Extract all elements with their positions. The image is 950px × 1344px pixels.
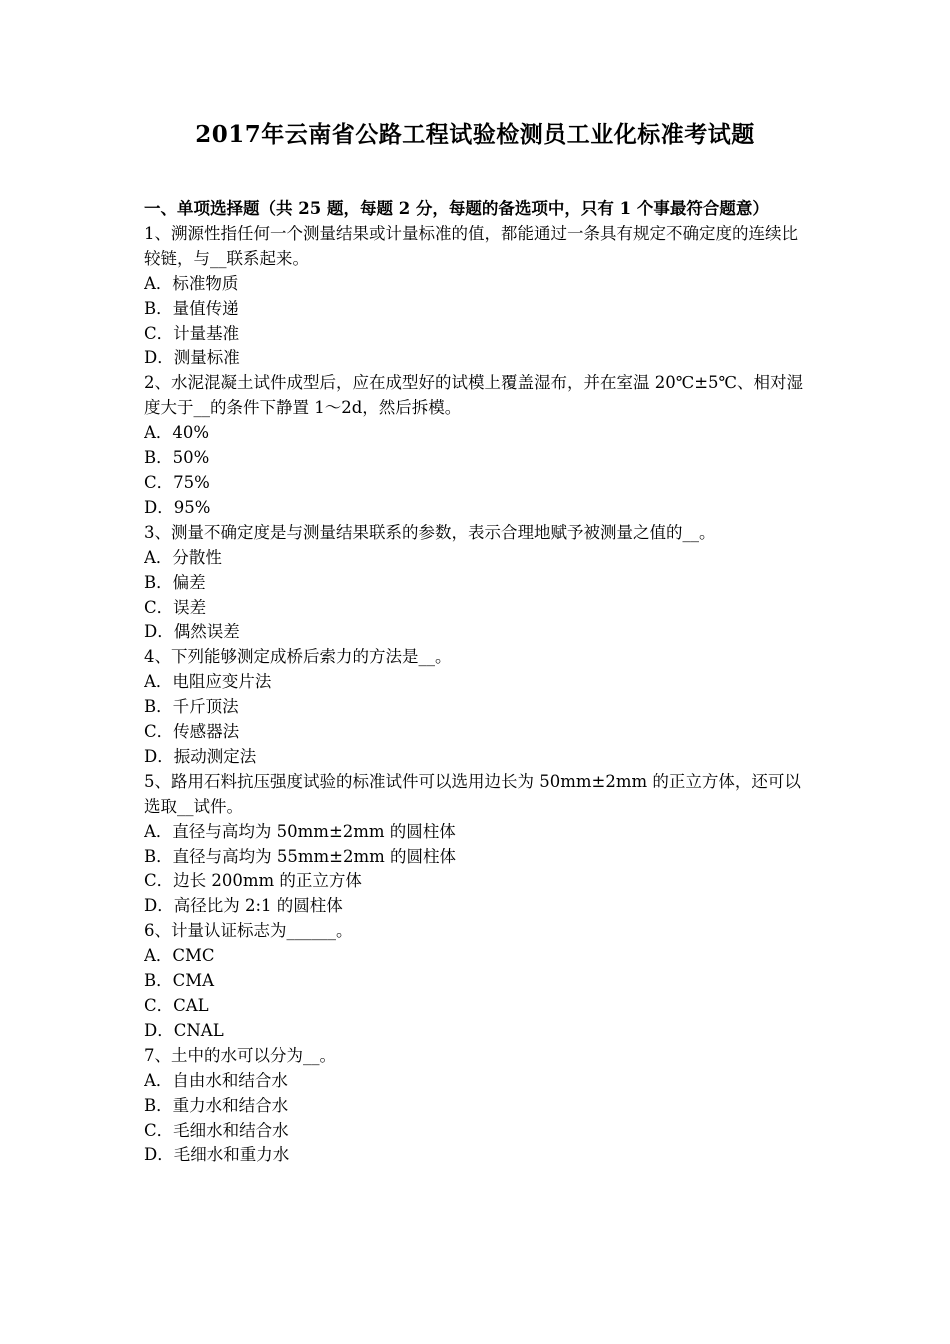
document-body bbox=[144, 197, 812, 1168]
option-d: D．高径比为 2:1 的圆柱体 bbox=[144, 896, 343, 916]
question-stem: 6、计量认证标志为______。 bbox=[144, 921, 353, 941]
option-d: D．偶然误差 bbox=[144, 622, 240, 642]
document-title: 2017年云南省公路工程试验检测员工业化标准考试题 bbox=[195, 121, 755, 148]
option-c: C．边长 200mm 的正立方体 bbox=[144, 871, 362, 891]
question-stem: 3、测量不确定度是与测量结果联系的参数，表示合理地赋予被测量之值的__。 bbox=[144, 522, 716, 542]
option-b: B．重力水和结合水 bbox=[144, 1095, 289, 1115]
question-4 bbox=[144, 645, 812, 770]
option-a: A．电阻应变片法 bbox=[144, 672, 272, 692]
option-a: A．直径与高均为 50mm±2mm 的圆柱体 bbox=[144, 821, 456, 841]
option-a: A．自由水和结合水 bbox=[144, 1070, 288, 1090]
question-2 bbox=[144, 371, 812, 520]
option-c: C．计量基准 bbox=[144, 323, 240, 343]
question-stem: 2、水泥混凝土试件成型后，应在成型好的试模上覆盖湿布，并在室温 20℃±5℃、相对湿度大于__的条件下静置 1～2d，然后拆模。 bbox=[144, 373, 803, 418]
option-d: D．CNAL bbox=[144, 1020, 224, 1040]
option-b: B．直径与高均为 55mm±2mm 的圆柱体 bbox=[144, 846, 457, 866]
question-3 bbox=[144, 521, 812, 646]
option-b: B．CMA bbox=[144, 971, 215, 991]
option-c: C．75% bbox=[144, 472, 210, 492]
option-d: D．毛细水和重力水 bbox=[144, 1145, 290, 1165]
option-b: B．量值传递 bbox=[144, 298, 239, 318]
question-5 bbox=[144, 770, 812, 919]
option-b: B．千斤顶法 bbox=[144, 697, 239, 717]
option-c: C．CAL bbox=[144, 996, 209, 1015]
section-heading: 一、单项选择题（共 25 题，每题 2 分，每题的备选项中，只有 1 个事最符合题意） bbox=[144, 199, 769, 218]
option-b: B．偏差 bbox=[144, 572, 206, 592]
question-1 bbox=[144, 222, 812, 371]
option-c: C．毛细水和结合水 bbox=[144, 1120, 289, 1140]
option-a: A．分散性 bbox=[144, 547, 222, 567]
option-d: D．振动测定法 bbox=[144, 746, 257, 766]
question-6 bbox=[144, 919, 812, 1044]
question-7 bbox=[144, 1044, 812, 1169]
option-b: B．50% bbox=[144, 448, 210, 468]
option-a: A．CMC bbox=[144, 946, 215, 966]
question-stem: 4、下列能够测定成桥后索力的方法是__。 bbox=[144, 647, 452, 667]
option-d: D．测量标准 bbox=[144, 348, 240, 368]
option-c: C．传感器法 bbox=[144, 722, 240, 742]
question-stem: 1、溯源性指任何一个测量结果或计量标准的值，都能通过一条具有规定不确定度的连续比较链，与__联系起来。 bbox=[144, 223, 798, 268]
option-c: C．误差 bbox=[144, 597, 207, 617]
question-stem: 5、路用石料抗压强度试验的标准试件可以选用边长为 50mm±2mm 的正立方体，还可以选取__试件。 bbox=[144, 771, 801, 816]
option-a: A．40% bbox=[144, 423, 210, 443]
option-a: A．标准物质 bbox=[144, 273, 239, 293]
question-stem: 7、土中的水可以分为__。 bbox=[144, 1045, 336, 1065]
option-d: D．95% bbox=[144, 497, 211, 517]
